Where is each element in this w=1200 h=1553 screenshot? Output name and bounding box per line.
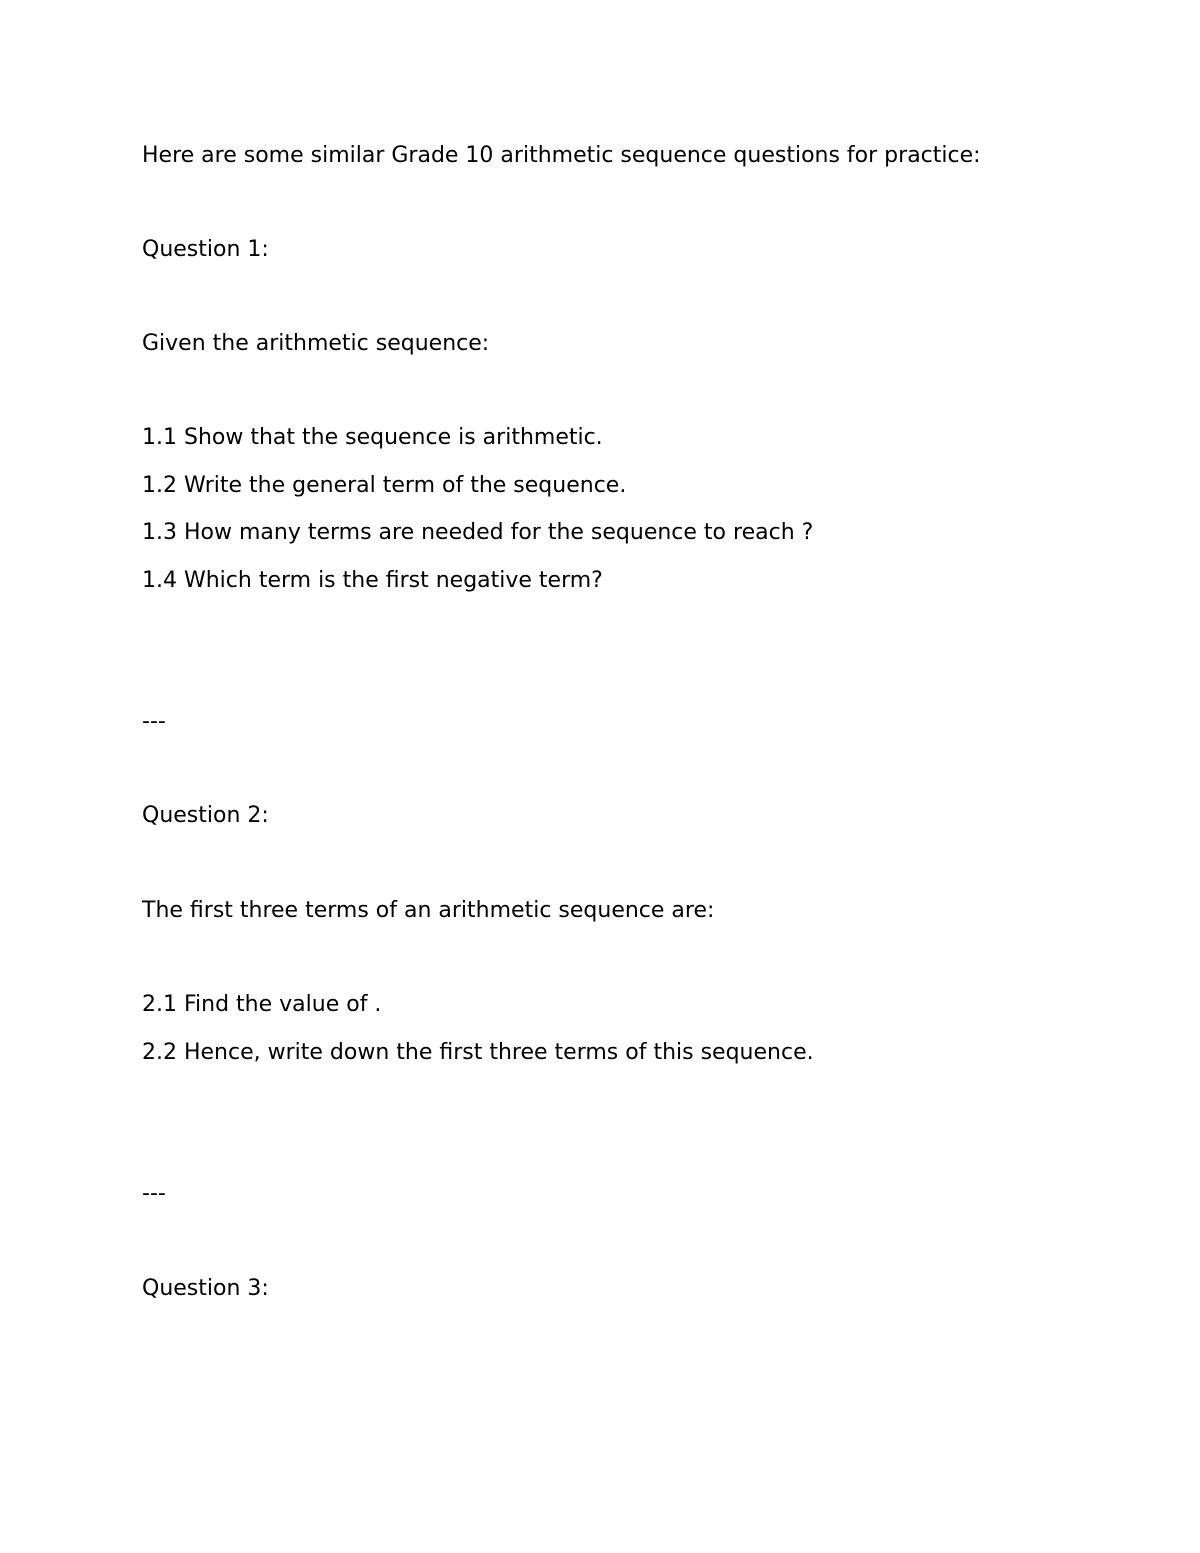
question-3-heading: Question 3:: [142, 1276, 269, 1301]
separator-1: ---: [142, 709, 166, 734]
question-1-item-3: 1.3 How many terms are needed for the sequence to reach ?: [142, 520, 814, 545]
intro-text: Here are some similar Grade 10 arithmetic sequence questions for practice:: [142, 143, 981, 168]
question-1-item-4: 1.4 Which term is the first negative term?: [142, 568, 603, 593]
question-2-heading: Question 2:: [142, 803, 269, 828]
question-2-item-2: 2.2 Hence, write down the first three terms of this sequence.: [142, 1040, 814, 1065]
question-1-item-1: 1.1 Show that the sequence is arithmetic.: [142, 425, 603, 450]
question-1-item-2: 1.2 Write the general term of the sequence.: [142, 473, 627, 498]
question-1-heading: Question 1:: [142, 237, 269, 262]
question-2-prompt: The first three terms of an arithmetic sequence are:: [142, 898, 715, 923]
question-1-prompt: Given the arithmetic sequence:: [142, 331, 490, 356]
separator-2: ---: [142, 1181, 166, 1206]
question-2-item-1: 2.1 Find the value of .: [142, 992, 382, 1017]
